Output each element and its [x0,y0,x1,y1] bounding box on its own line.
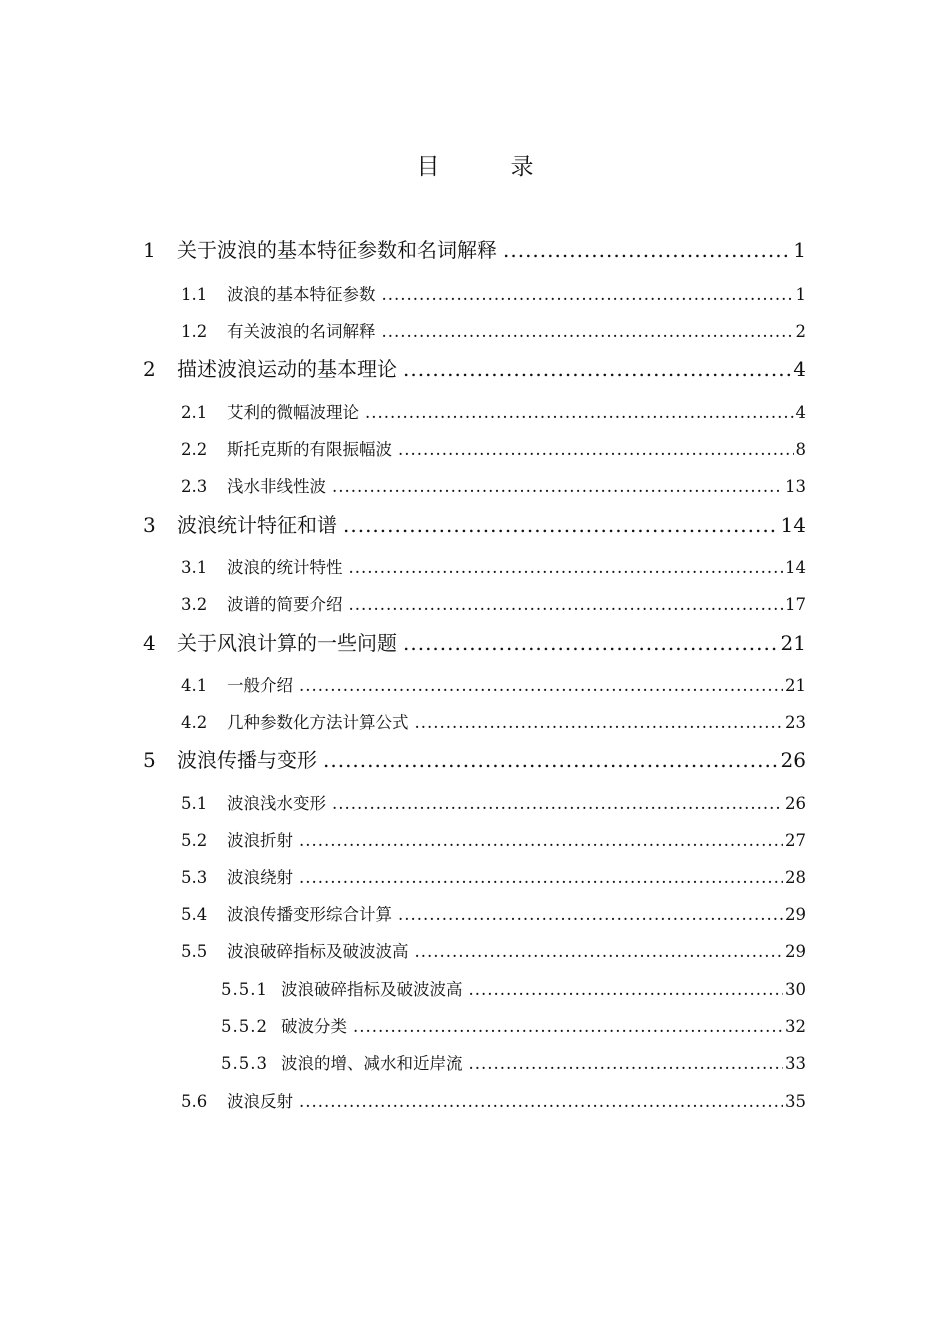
toc-entry-title: 波浪折射 [227,831,293,850]
toc-entry-1-2[interactable] [181,318,806,342]
toc-entry-4-2[interactable] [181,709,806,733]
toc-entry-number: 2.1 [181,403,208,422]
toc-entry-title: 描述波浪运动的基本理论 [177,357,397,381]
toc-entry-2-2[interactable] [181,436,806,460]
toc-entry-page-number: 26 [780,748,806,772]
toc-entry-3-2[interactable] [181,591,806,615]
toc-entry-number: 3.2 [181,595,208,614]
dot-leader [349,595,784,614]
dot-leader [398,440,794,459]
toc-entry-page-number: 8 [795,440,806,459]
dot-leader [349,558,784,577]
toc-entry-title: 几种参数化方法计算公式 [227,713,409,732]
dot-leader [299,868,783,887]
toc-entry-page-number: 32 [785,1017,806,1036]
toc-entry-number: 2.2 [181,440,208,459]
toc-entry-1-1[interactable] [181,281,806,305]
dot-leader [398,905,783,924]
toc-entry-5-2[interactable] [181,827,806,851]
toc-entry-page-number: 23 [785,713,806,732]
toc-entry-title: 斯托克斯的有限振幅波 [227,440,392,459]
toc-entry-5[interactable] [143,744,806,773]
toc-entry-5-1[interactable] [181,790,806,814]
toc-entry-title: 波浪的增、减水和近岸流 [281,1054,463,1073]
toc-entry-title: 波浪传播与变形 [177,748,317,772]
toc-entry-number: 1.1 [181,285,208,304]
toc-entry-number: 4.1 [181,676,208,695]
toc-entry-title: 波浪的基本特征参数 [227,285,376,304]
toc-entry-page-number: 28 [785,868,806,887]
dot-leader [469,1054,784,1073]
toc-entry-page-number: 13 [785,477,806,496]
dot-leader [403,631,779,655]
dot-leader [382,322,794,341]
toc-entry-page-number: 30 [785,980,806,999]
toc-entry-page-number: 2 [795,322,806,341]
dot-leader [415,942,784,961]
toc-entry-4[interactable] [143,627,806,656]
toc-entry-number: 5 [143,748,156,772]
toc-entry-number: 3.1 [181,558,208,577]
toc-entry-2-1[interactable] [181,399,806,423]
toc-entry-number: 5.5 [181,942,208,961]
toc-entry-title: 浅水非线性波 [227,477,326,496]
dot-leader [299,676,783,695]
toc-entry-5-5-3[interactable] [221,1050,806,1074]
toc-entry-title: 波浪破碎指标及破波波高 [227,942,409,961]
toc-entry-title: 波浪反射 [227,1092,293,1111]
toc-entry-title: 有关波浪的名词解释 [227,322,376,341]
dot-leader [365,403,794,422]
toc-entry-number: 5.2 [181,831,208,850]
toc-entry-1[interactable] [143,234,806,263]
toc-entry-2-3[interactable] [181,473,806,497]
toc-entry-page-number: 14 [785,558,806,577]
toc-entry-number: 4.2 [181,713,208,732]
dot-leader [382,285,794,304]
toc-entry-title: 一般介绍 [227,676,293,695]
toc-entry-page-number: 14 [780,513,806,537]
dot-leader [323,748,779,772]
toc-entry-title: 关于波浪的基本特征参数和名词解释 [177,238,497,262]
toc-entry-number: 1 [143,238,156,262]
dot-leader [343,513,779,537]
toc-entry-5-5-1[interactable] [221,976,806,1000]
toc-entry-number: 3 [143,513,156,537]
toc-entry-number: 5.6 [181,1092,208,1111]
dot-leader [332,477,783,496]
dot-leader [415,713,784,732]
toc-entry-3[interactable] [143,509,806,538]
toc-entry-page-number: 17 [785,595,806,614]
toc-entry-number: 5.4 [181,905,208,924]
dot-leader [503,238,791,262]
toc-entry-title: 波浪浅水变形 [227,794,326,813]
toc-entry-5-5-2[interactable] [221,1013,806,1037]
toc-entry-5-3[interactable] [181,864,806,888]
toc-entry-page-number: 1 [793,238,806,262]
dot-leader [353,1017,783,1036]
toc-entry-page-number: 4 [793,357,806,381]
toc-entry-number: 2.3 [181,477,208,496]
toc-entry-number: 2 [143,357,156,381]
dot-leader [403,357,791,381]
toc-entry-number: 5.5.1 [221,980,268,999]
toc-entry-4-1[interactable] [181,672,806,696]
dot-leader [299,1092,783,1111]
toc-entry-title: 波浪绕射 [227,868,293,887]
toc-entry-number: 1.2 [181,322,208,341]
toc-entry-title: 波浪的统计特性 [227,558,343,577]
toc-entry-page-number: 21 [785,676,806,695]
toc-entry-page-number: 26 [785,794,806,813]
toc-entry-5-4[interactable] [181,901,806,925]
toc-entry-3-1[interactable] [181,554,806,578]
toc-entry-page-number: 33 [785,1054,806,1073]
toc-entry-number: 5.5.3 [221,1054,268,1073]
toc-entry-5-6[interactable] [181,1088,806,1112]
toc-entry-title: 波谱的简要介绍 [227,595,343,614]
toc-entry-title: 波浪传播变形综合计算 [227,905,392,924]
toc-entry-number: 5.3 [181,868,208,887]
toc-entry-2[interactable] [143,353,806,382]
toc-entry-title: 波浪统计特征和谱 [177,513,337,537]
toc-entry-number: 5.1 [181,794,208,813]
toc-entry-title: 艾利的微幅波理论 [227,403,359,422]
toc-entry-page-number: 29 [785,942,806,961]
toc-entry-page-number: 27 [785,831,806,850]
toc-entry-page-number: 35 [785,1092,806,1111]
dot-leader [299,831,783,850]
toc-entry-page-number: 21 [780,631,806,655]
dot-leader [332,794,783,813]
toc-entry-page-number: 29 [785,905,806,924]
toc-entry-title: 波浪破碎指标及破波波高 [281,980,463,999]
toc-entry-page-number: 4 [795,403,806,422]
toc-entry-number: 5.5.2 [221,1017,268,1036]
toc-entry-title: 关于风浪计算的一些问题 [177,631,397,655]
toc-entry-page-number: 1 [795,285,806,304]
page-title: 目 录 [416,154,558,180]
toc-entry-number: 4 [143,631,156,655]
toc-entry-5-5[interactable] [181,938,806,962]
toc-entry-title: 破波分类 [281,1017,347,1036]
dot-leader [469,980,784,999]
